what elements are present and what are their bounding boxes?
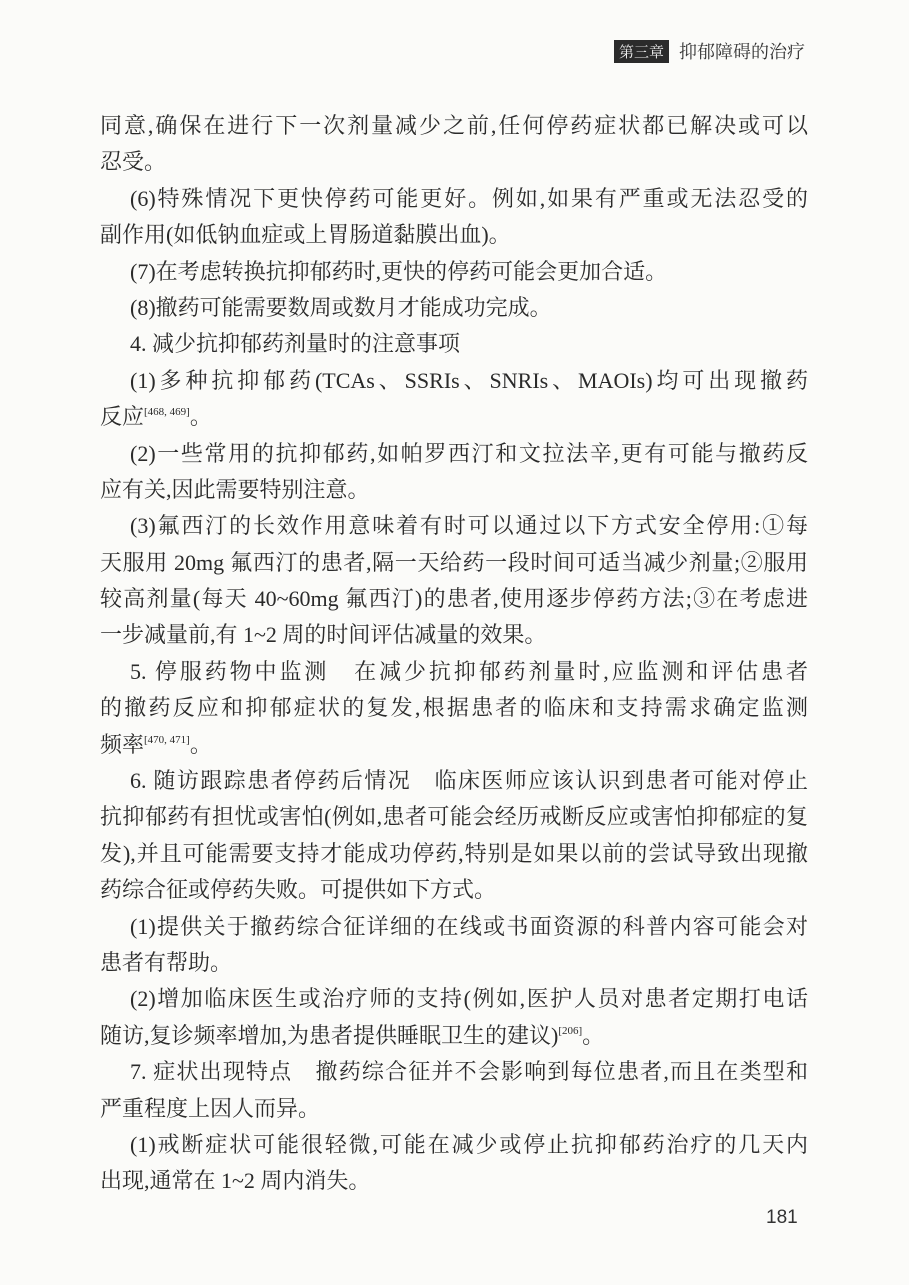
text-line <box>100 1054 808 1090</box>
text-line <box>100 581 808 617</box>
text-line <box>100 1127 808 1163</box>
line-text: 副作用(如低钠血症或上胃肠道黏膜出血)。 <box>100 222 511 248</box>
line-text: 天服用 20mg 氟西汀的患者,隔一天给药一段时间可适当减少剂量;②服用 <box>100 549 808 575</box>
text-line <box>100 436 808 472</box>
text-line <box>100 763 808 799</box>
line-text: 一步减量前,有 1~2 周的时间评估减量的效果。 <box>100 622 547 648</box>
paragraph <box>100 1127 808 1200</box>
line-tail: 。 <box>189 404 212 430</box>
line-text: 4. 减少抗抑郁药剂量时的注意事项 <box>130 331 461 357</box>
line-text: 发),并且可能需要支持才能成功停药,特别是如果以前的尝试导致出现撤 <box>100 840 808 866</box>
line-text: 患者有帮助。 <box>100 949 233 975</box>
paragraph <box>100 654 808 763</box>
page-number: 181 <box>766 1207 798 1228</box>
text-line <box>100 545 808 581</box>
text-line <box>100 981 808 1017</box>
text-line <box>100 799 808 835</box>
paragraph <box>100 981 808 1054</box>
text-line <box>100 144 808 180</box>
line-text: 7. 症状出现特点 撤药综合征并不会影响到每位患者,而且在类型和 <box>130 1059 808 1085</box>
line-text: 频率 <box>100 731 145 757</box>
line-text: 同意,确保在进行下一次剂量减少之前,任何停药症状都已解决或可以 <box>100 113 808 138</box>
text-line <box>100 690 808 726</box>
line-text: 5. 停服药物中监测 在减少抗抑郁药剂量时,应监测和评估患者 <box>130 658 808 684</box>
text-line <box>100 727 808 763</box>
chapter-badge: 第三章 <box>614 40 669 63</box>
paragraph <box>100 763 808 909</box>
text-line <box>100 1018 808 1054</box>
line-text: 出现,通常在 1~2 周内消失。 <box>100 1168 371 1194</box>
text-line <box>100 363 808 399</box>
line-text: 抗抑郁药有担忧或害怕(例如,患者可能会经历戒断反应或害怕抑郁症的复 <box>100 804 808 830</box>
line-text: 6. 随访跟踪患者停药后情况 临床医师应该认识到患者可能对停止 <box>130 768 808 794</box>
citation-reference: [468, 469] <box>144 406 190 419</box>
text-line <box>100 836 808 872</box>
text-line <box>100 909 808 945</box>
line-text: 应有关,因此需要特别注意。 <box>100 476 370 502</box>
line-text: (7)在考虑转换抗抑郁药时,更快的停药可能会更加合适。 <box>130 258 668 284</box>
paragraph <box>100 326 808 362</box>
line-text: 的撤药反应和抑郁症状的复发,根据患者的临床和支持需求确定监测 <box>100 695 808 721</box>
text-line <box>100 654 808 690</box>
line-text: 忍受。 <box>100 149 167 175</box>
paragraph <box>100 909 808 982</box>
paragraph <box>100 363 808 436</box>
line-text: 反应 <box>100 404 145 430</box>
line-text: (2)一些常用的抗抑郁药,如帕罗西汀和文拉法辛,更有可能与撤药反 <box>130 440 808 466</box>
line-text: (1)多种抗抑郁药(TCAs、SSRIs、SNRIs、MAOIs)均可出现撤药 <box>130 367 808 393</box>
citation-reference: [470, 471] <box>144 733 190 746</box>
text-line <box>100 217 808 253</box>
text-line <box>100 472 808 508</box>
text-line <box>100 108 808 144</box>
text-line <box>100 254 808 290</box>
body-text <box>100 108 808 1200</box>
line-text: 药综合征或停药失败。可提供如下方式。 <box>100 877 497 903</box>
line-text: (1)提供关于撤药综合征详细的在线或书面资源的科普内容可能会对 <box>130 913 808 939</box>
line-text: 较高剂量(每天 40~60mg 氟西汀)的患者,使用逐步停药方法;③在考虑进 <box>100 586 808 612</box>
running-header <box>614 38 805 64</box>
chapter-title: 抑郁障碍的治疗 <box>679 42 806 63</box>
line-text: (8)撤药可能需要数周或数月才能成功完成。 <box>130 294 552 320</box>
line-text: 严重程度上因人而异。 <box>100 1095 321 1121</box>
line-text: (1)戒断症状可能很轻微,可能在减少或停止抗抑郁药治疗的几天内 <box>130 1131 808 1157</box>
text-line <box>100 945 808 981</box>
text-line <box>100 399 808 435</box>
citation-reference: [206] <box>558 1024 583 1037</box>
paragraph <box>100 254 808 290</box>
text-line <box>100 1091 808 1127</box>
paragraph <box>100 436 808 509</box>
paragraph <box>100 290 808 326</box>
text-line <box>100 872 808 908</box>
text-line <box>100 1163 808 1199</box>
line-tail: 。 <box>189 731 212 757</box>
paragraph <box>100 1054 808 1127</box>
paragraph <box>100 108 808 181</box>
paragraph <box>100 508 808 654</box>
text-line <box>100 290 808 326</box>
line-text: (6)特殊情况下更快停药可能更好。例如,如果有严重或无法忍受的 <box>130 185 808 211</box>
text-line <box>100 326 808 362</box>
line-text: 随访,复诊频率增加,为患者提供睡眠卫生的建议) <box>100 1022 559 1048</box>
paragraph <box>100 181 808 254</box>
line-text: (3)氟西汀的长效作用意味着有时可以通过以下方式安全停用:①每 <box>130 513 808 539</box>
line-tail: 。 <box>582 1022 605 1048</box>
text-line <box>100 181 808 217</box>
text-line <box>100 508 808 544</box>
line-text: (2)增加临床医生或治疗师的支持(例如,医护人员对患者定期打电话 <box>130 986 808 1012</box>
text-line <box>100 617 808 653</box>
